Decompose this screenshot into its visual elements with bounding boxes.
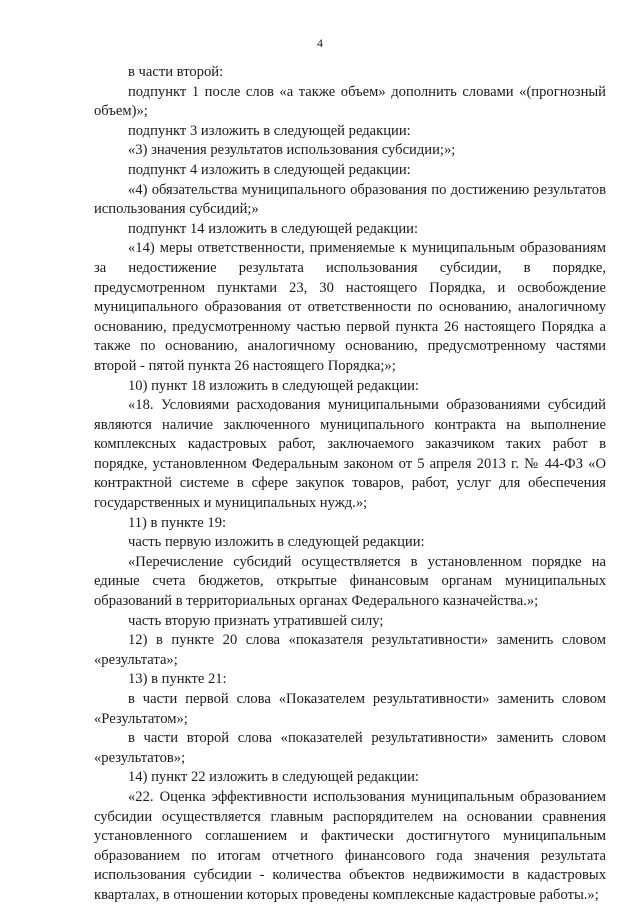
paragraph: часть первую изложить в следующей редакции: — [128, 534, 425, 551]
paragraph: «3) значения результатов использования субсидии;»; — [128, 142, 456, 159]
paragraph: «18. Условиями расходования муниципальными образованиями субсидий являются наличие заключенного муниципального контракта на выполнение комплексных кадастровых работ, заключаемого заказчиком таких работ в порядке, установленном Федеральным законом от 5 апреля 2013 г. № 44-ФЗ «О контрактной системе в сфере закупок товаров, работ, услуг для обеспечения государственных и муниципальных нужд.»; — [94, 397, 606, 512]
page-number: 4 — [317, 36, 323, 50]
paragraph: в части первой слова «Показателем результативности» заменить словом «Результатом»; — [94, 691, 606, 727]
paragraph: в части второй: — [128, 64, 224, 80]
paragraph: подпункт 1 после слов «а также объем» дополнить словами «(прогнозный объем)»; — [94, 83, 606, 120]
paragraph: часть вторую признать утратившей силу; — [128, 612, 384, 629]
paragraph: подпункт 4 изложить в следующей редакции: — [128, 161, 411, 178]
paragraph: подпункт 3 изложить в следующей редакции: — [128, 122, 411, 139]
paragraph: 11) в пункте 19: — [128, 514, 227, 531]
paragraph: 13) в пункте 21: — [128, 671, 227, 688]
paragraph: 10) пункт 18 изложить в следующей редакции: — [128, 377, 419, 394]
paragraph: 12) в пункте 20 слова «показателя результативности» заменить словом «результата»; — [94, 632, 606, 668]
paragraph: подпункт 14 изложить в следующей редакции: — [128, 220, 419, 237]
paragraph: 14) пункт 22 изложить в следующей редакции: — [128, 769, 419, 786]
paragraph: в части второй слова «показателей результативности» заменить словом «результатов»; — [94, 730, 606, 766]
paragraph: «4) обязательства муниципального образования по достижению результатов использования субсидий;» — [94, 181, 606, 218]
paragraph: «14) меры ответственности, применяемые к муниципальным образованиям за недостижение результата использования субсидии, в порядке, предусмотренном пунктами 23, 30 настоящего Порядка, и освобождение муниципального образования от ответственности по основанию, аналогичному основанию, предусмотренному частью первой пункта 26 настоящего Порядка а также по основанию, аналогичному основанию, предусмотренному частями второй - пятой пункта 26 настоящего Порядка;»; — [94, 240, 606, 374]
paragraph: «22. Оценка эффективности использования муниципальным образованием субсидии осуществляется главным распорядителем на основании сравнения установленного соглашением и фактически достигнутого муниципальным образованием по итогам отчетного финансового года значения результата использования субсидии - количества объектов недвижимости в кадастровых кварталах, в отношении которых проведены комплексные кадастровые работы.»; — [94, 788, 606, 903]
document-body — [94, 63, 606, 906]
paragraph: «Перечисление субсидий осуществляется в установленном порядке на единые счета бюджетов, открытые финансовым органам муниципальных образований в территориальных органах Федерального казначейства.»; — [94, 553, 606, 610]
